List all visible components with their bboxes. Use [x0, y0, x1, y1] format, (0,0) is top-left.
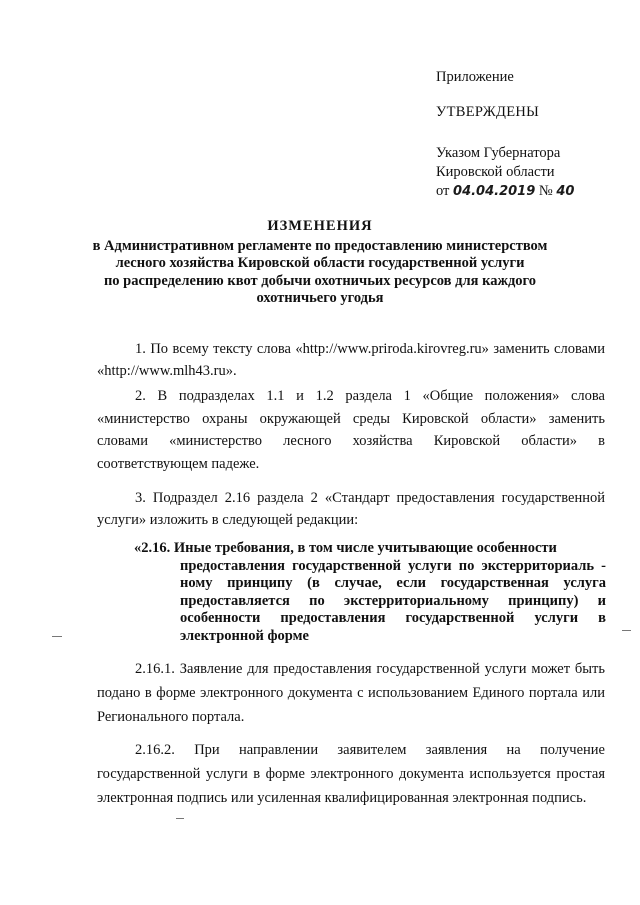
subsection-2-16-2: 2.16.2. При направлении заявителем заявления на получение государственной услуги в форме электронного документа используется простая электронная подпись или усиленная квалифицированная электронная подпись. — [97, 742, 605, 806]
subsection-2-16-1-block — [97, 657, 605, 729]
paragraph-3-block — [97, 487, 605, 531]
paragraph-2: 2. В подразделах 1.1 и 1.2 раздела 1 «Общие положения» слова «министерство охраны окружающей среды Кировской области» заменить словами «министерство лесного хозяйства Кировской области» в соответствующем падеже. — [97, 388, 605, 472]
scan-mark-right — [622, 630, 631, 631]
title-main: ИЗМЕНЕНИЯ — [267, 218, 373, 234]
section-heading-rest: предоставления государственной услуги по экстерриториаль - ному принципу (в случае, если государственная услуга предоставляется по экстерриториальному принципу) и особенности предоставления государственной услуги в электронной форме — [180, 557, 606, 644]
decree-line-2: Кировской области — [436, 164, 555, 180]
title-line-4: охотничьего угодья — [256, 290, 384, 306]
subsection-2-16-2-block — [97, 738, 605, 810]
approval-stamp — [436, 68, 626, 201]
scan-mark-bottom — [176, 818, 184, 819]
approved-label: УТВЕРЖДЕНЫ — [436, 104, 540, 120]
handwritten-number: 40 — [556, 184, 575, 199]
decree-date-line — [436, 182, 626, 201]
section-2-16-heading — [134, 540, 606, 645]
paragraph-1-block — [97, 338, 605, 382]
subsection-2-16-1: 2.16.1. Заявление для предоставления государственной услуги может быть подано в форме электронного документа с использованием Единого портала или Регионального портала. — [97, 661, 605, 725]
paragraph-1: 1. По всему тексту слова «http://www.priroda.kirovreg.ru» заменить словами «http://www.mlh43.ru». — [97, 341, 605, 379]
scan-mark-left — [52, 636, 62, 637]
document-title — [80, 218, 560, 308]
section-heading-first-line: «2.16. Иные требования, в том числе учитывающие особенности — [134, 540, 557, 556]
paragraph-2-block — [97, 385, 605, 475]
decree-line-1: Указом Губернатора — [436, 145, 561, 161]
title-line-3: по распределению квот добычи охотничьих ресурсов для каждого — [103, 272, 537, 289]
paragraph-3: 3. Подраздел 2.16 раздела 2 «Стандарт предоставления государственной услуги» изложить в следующей редакции: — [97, 490, 605, 528]
handwritten-date: 04.04.2019 — [453, 184, 536, 199]
title-line-2: лесного хозяйства Кировской области государственной услуги — [115, 255, 525, 271]
appendix-label: Приложение — [436, 69, 514, 85]
title-line-1: в Административном регламенте по предоставлению министерством — [92, 237, 548, 254]
number-sign: № — [538, 183, 553, 199]
date-prefix: от — [436, 183, 450, 199]
